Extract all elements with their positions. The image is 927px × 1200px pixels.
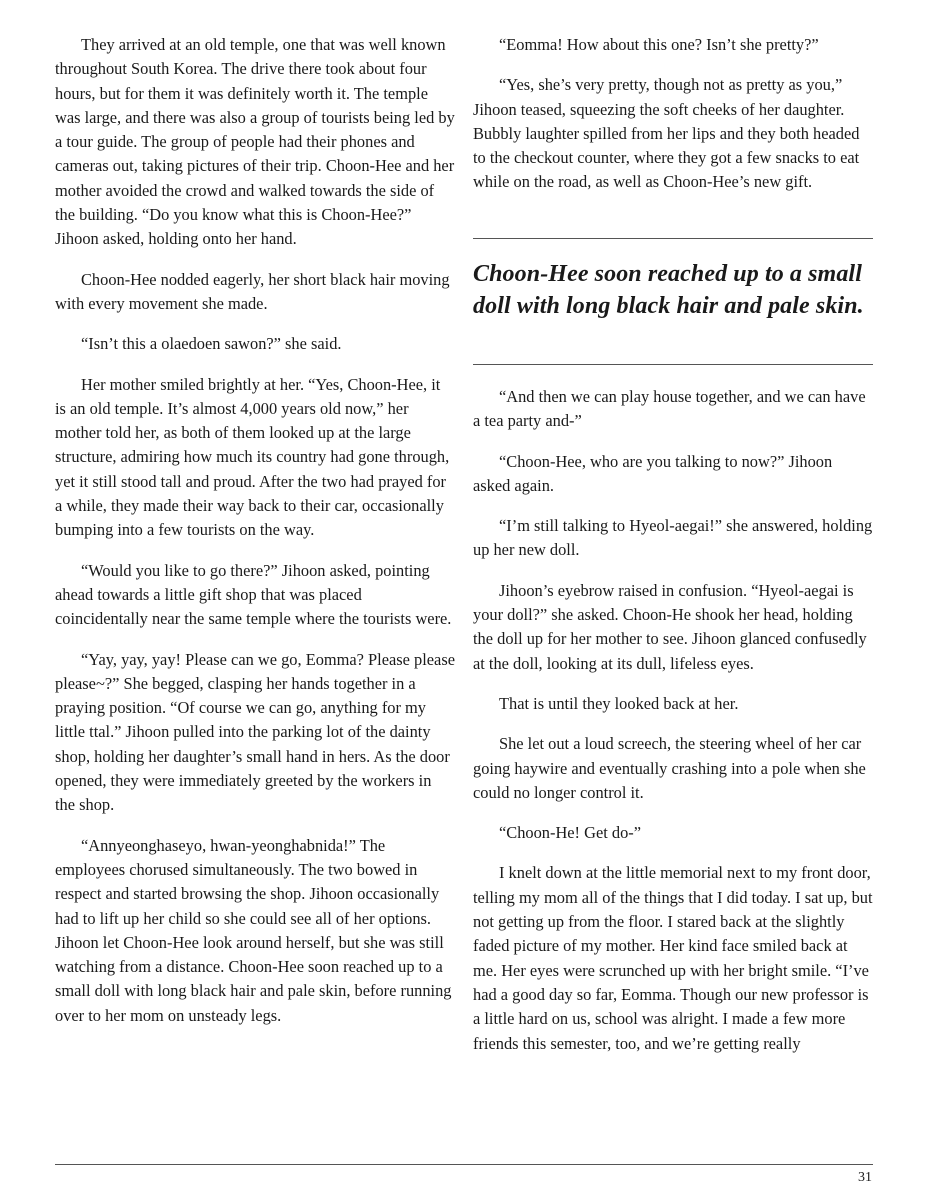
paragraph: That is until they looked back at her. (499, 693, 739, 713)
pull-quote-top-rule (473, 238, 873, 239)
paragraph: Choon-Hee nodded eagerly, her short black hair moving with every movement she made. (55, 269, 450, 313)
paragraph: She let out a loud screech, the steering wheel of her car going haywire and eventually crashing into a pole when she could no longer control it. (473, 734, 866, 802)
paragraph: “Choon-He! Get do-” (499, 823, 642, 843)
pull-quote: Choon-Hee soon reached up to a small doll with long black hair and pale skin. (473, 261, 864, 319)
paragraph: “Isn’t this a olaedoen sawon?” she said. (81, 334, 342, 354)
paragraph: “Choon-Hee, who are you talking to now?” Jihoon asked again. (473, 451, 833, 495)
paragraph: Her mother smiled brightly at her. “Yes, Choon-Hee, it is an old temple. It’s almost 4,000 years old now,” her mother told her, as both of them looked up at the large structure, admiring how much its country had gone through, yet it still stood tall and proud. After the two had prayed for a while, they made their way back to their car, occasionally bumping into a few tourists on the way. (55, 374, 450, 540)
paragraph: “Yay, yay, yay! Please can we go, Eomma? Please please please~?” She begged, clasping her hands together in a praying position. “Of course we can go, anything for my little ttal.” Jihoon pulled into the parking lot of the dainty shop, holding her daughter’s small hand in hers. As the door opened, they were immediately greeted by the workers in the shop. (55, 649, 455, 815)
paragraph: Jihoon’s eyebrow raised in confusion. “Hyeol-aegai is your doll?” she asked. Choon-He shook her head, holding the doll up for her mother to see. Jihoon glanced confusedly at the doll, looking at its dull, lifeless eyes. (473, 580, 867, 673)
right-column-bottom (473, 385, 873, 1072)
paragraph: “And then we can play house together, and we can have a tea party and-” (473, 387, 866, 431)
page-number: 31 (858, 1170, 872, 1185)
paragraph: I knelt down at the little memorial next to my front door, telling my mom all of the things that I did today. I sat up, but not getting up from the floor. I stared back at the slightly faded picture of my mother. Her kind face smiled back at me. Her eyes were scrunched up with her bright smile. “I’ve had a good day so far, Eomma. Though our new professor is a little hard on us, school was alright. I made a few more friends this semester, too, and we’re getting really (473, 863, 873, 1053)
right-column-top (473, 33, 873, 211)
footer-rule (55, 1164, 873, 1165)
left-column (55, 33, 455, 1044)
pull-quote-bottom-rule (473, 364, 873, 365)
paragraph: “I’m still talking to Hyeol-aegai!” she answered, holding up her new doll. (473, 516, 873, 560)
paragraph: They arrived at an old temple, one that was well known throughout South Korea. The drive there took about four hours, but for them it was definitely worth it. The temple was large, and there was also a group of tourists being led by a tour guide. The group of people had their phones and cameras out, taking pictures of their trip. Choon-Hee and her mother avoided the crowd and walked towards the side of the building. “Do you know what this is Choon-Hee?” Jihoon asked, holding onto her hand. (55, 35, 455, 249)
paragraph: “Would you like to go there?” Jihoon asked, pointing ahead towards a little gift shop that was placed coincidentally near the same temple where the tourists were. (55, 560, 452, 629)
paragraph: “Annyeonghaseyo, hwan-yeonghabnida!” The employees chorused simultaneously. The two bowed in respect and started browsing the shop. Jihoon occasionally had to lift up her child so she could see all of her options. Jihoon let Choon-Hee look around herself, but she was still watching from a distance. Choon-Hee soon reached up to a small doll with long black hair and pale skin, before running over to her mom on unsteady legs. (55, 835, 452, 1025)
paragraph: “Yes, she’s very pretty, though not as pretty as you,” Jihoon teased, squeezing the soft cheeks of her daughter. Bubbly laughter spilled from her lips and they both headed to the checkout counter, where they got a few snacks to eat while on the road, as well as Choon-Hee’s new gift. (473, 75, 860, 192)
paragraph: “Eomma! How about this one? Isn’t she pretty?” (499, 35, 819, 54)
